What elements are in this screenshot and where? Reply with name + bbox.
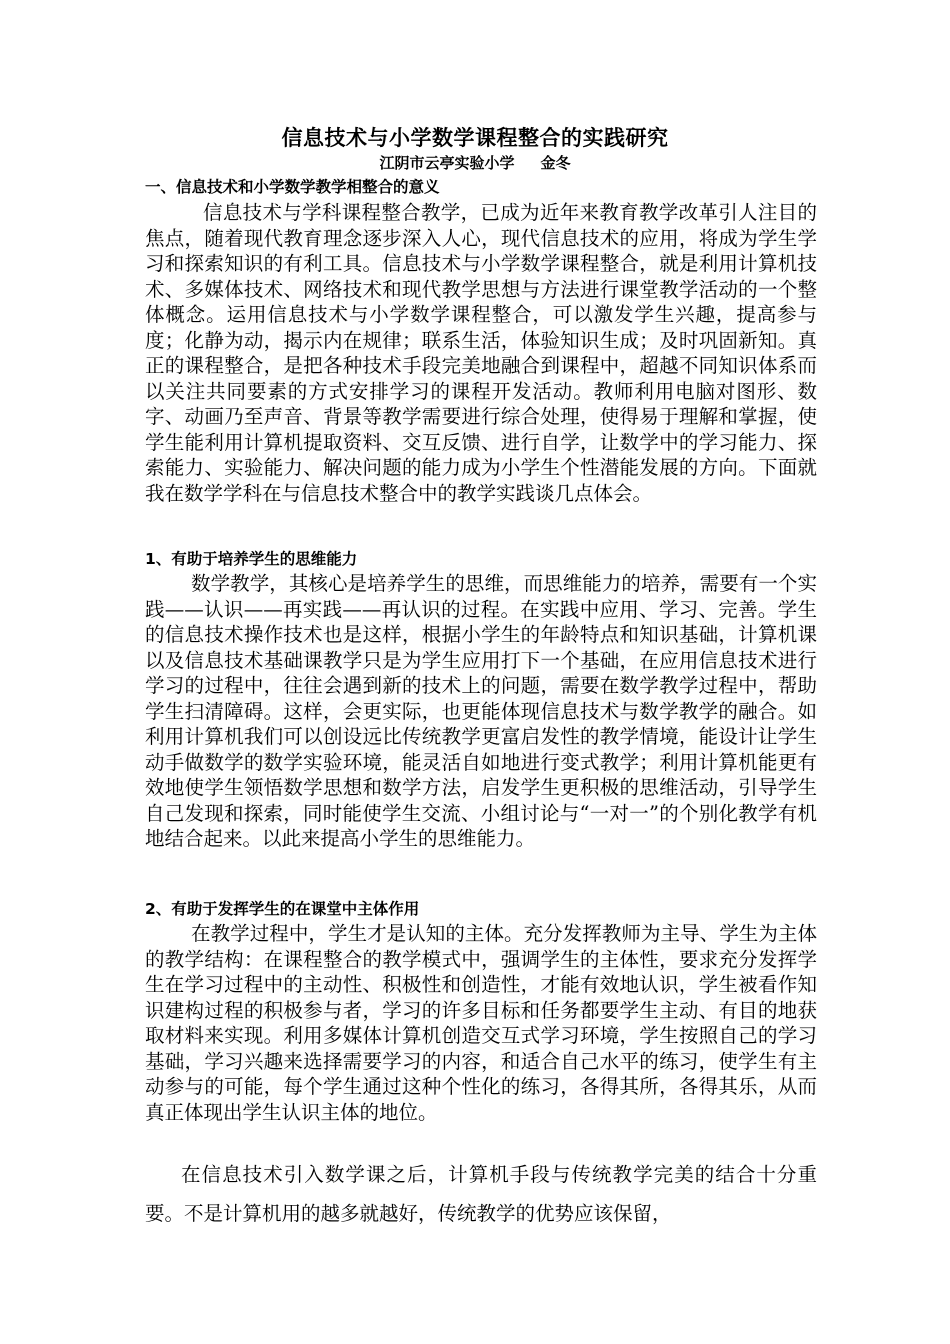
author-name: 金冬: [540, 154, 571, 172]
document-title: 信息技术与小学数学课程整合的实践研究: [281, 126, 669, 150]
closing-paragraph: 在信息技术引入数学课之后，计算机手段与传统教学完美的结合十分重要。不是计算机用的越多就越好，传统教学的优势应该保留，: [145, 1163, 817, 1225]
subsection-heading-1: 1、有助于培养学生的思维能力: [145, 550, 358, 568]
subsection-heading-2: 2、有助于发挥学生的在课堂中主体作用: [145, 900, 420, 918]
subsection2-paragraph: 在教学过程中，学生才是认知的主体。充分发挥教师为主导、学生为主体的教学结构：在课程整合的教学模式中，强调学生的主体性，要求充分发挥学生在学习过程中的主动性、积极性和创造性，才能有效地认识，学生被看作知识建构过程的积极参与者，学习的许多目标和任务都要学生主动、有目的地获取材料来实现。利用多媒体计算机创造交互式学习环境，学生按照自己的学习基础，学习兴趣来选择需要学习的内容，和适合自己水平的练习，使学生有主动参与的可能，每个学生通过这种个性化的练习，各得其所，各得其乐，从而真正体现出学生认识主体的地位。: [145, 922, 817, 1124]
section-heading: 一、信息技术和小学数学教学相整合的意义: [145, 178, 440, 196]
author-line: [0, 153, 950, 173]
section1-paragraph: 信息技术与学科课程整合教学，已成为近年来教育教学改革引人注目的焦点，随着现代教育理念逐步深入人心，现代信息技术的应用，将成为学生学习和探索知识的有利工具。信息技术与小学数学课程整合，就是利用计算机技术、多媒体技术、网络技术和现代教学思想与方法进行课堂教学活动的一个整体概念。运用信息技术与小学数学课程整合，可以激发学生兴趣，提高参与度；化静为动，揭示内在规律；联系生活，体验知识生成；及时巩固新知。真正的课程整合，是把各种技术手段完美地融合到课程中，超越不同知识体系而以关注共同要素的方式安排学习的课程开发活动。教师利用电脑对图形、数字、动画乃至声音、背景等教学需要进行综合处理，使得易于理解和掌握，使学生能利用计算机提取资料、交互反馈、进行自学，让数学中的学习能力、探索能力、实验能力、解决问题的能力成为小学生个性潜能发展的方向。下面就我在数学学科在与信息技术整合中的教学实践谈几点体会。: [145, 201, 817, 505]
subsection1-paragraph: 数学教学，其核心是培养学生的思维，而思维能力的培养，需要有一个实践——认识——再实践——再认识的过程。在实践中应用、学习、完善。学生的信息技术操作技术也是这样，根据小学生的年龄特点和知识基础，计算机课以及信息技术基础课教学只是为学生应用打下一个基础，在应用信息技术进行学习的过程中，往往会遇到新的技术上的问题，需要在数学教学过程中，帮助学生扫清障碍。这样，会更实际，也更能体现信息技术与数学教学的融合。如利用计算机我们可以创设远比传统教学更富启发性的教学情境，能设计让学生动手做数学的数学实验环境，能灵活自如地进行变式教学；利用计算机能更有效地使学生领悟数学思想和数学方法，启发学生更积极的思维活动，引导学生自己发现和探索，同时能使学生交流、小组讨论与“一对一”的个别化教学有机地结合起来。以此来提高小学生的思维能力。: [145, 572, 817, 850]
author-school: 江阴市云亭实验小学: [379, 154, 515, 172]
